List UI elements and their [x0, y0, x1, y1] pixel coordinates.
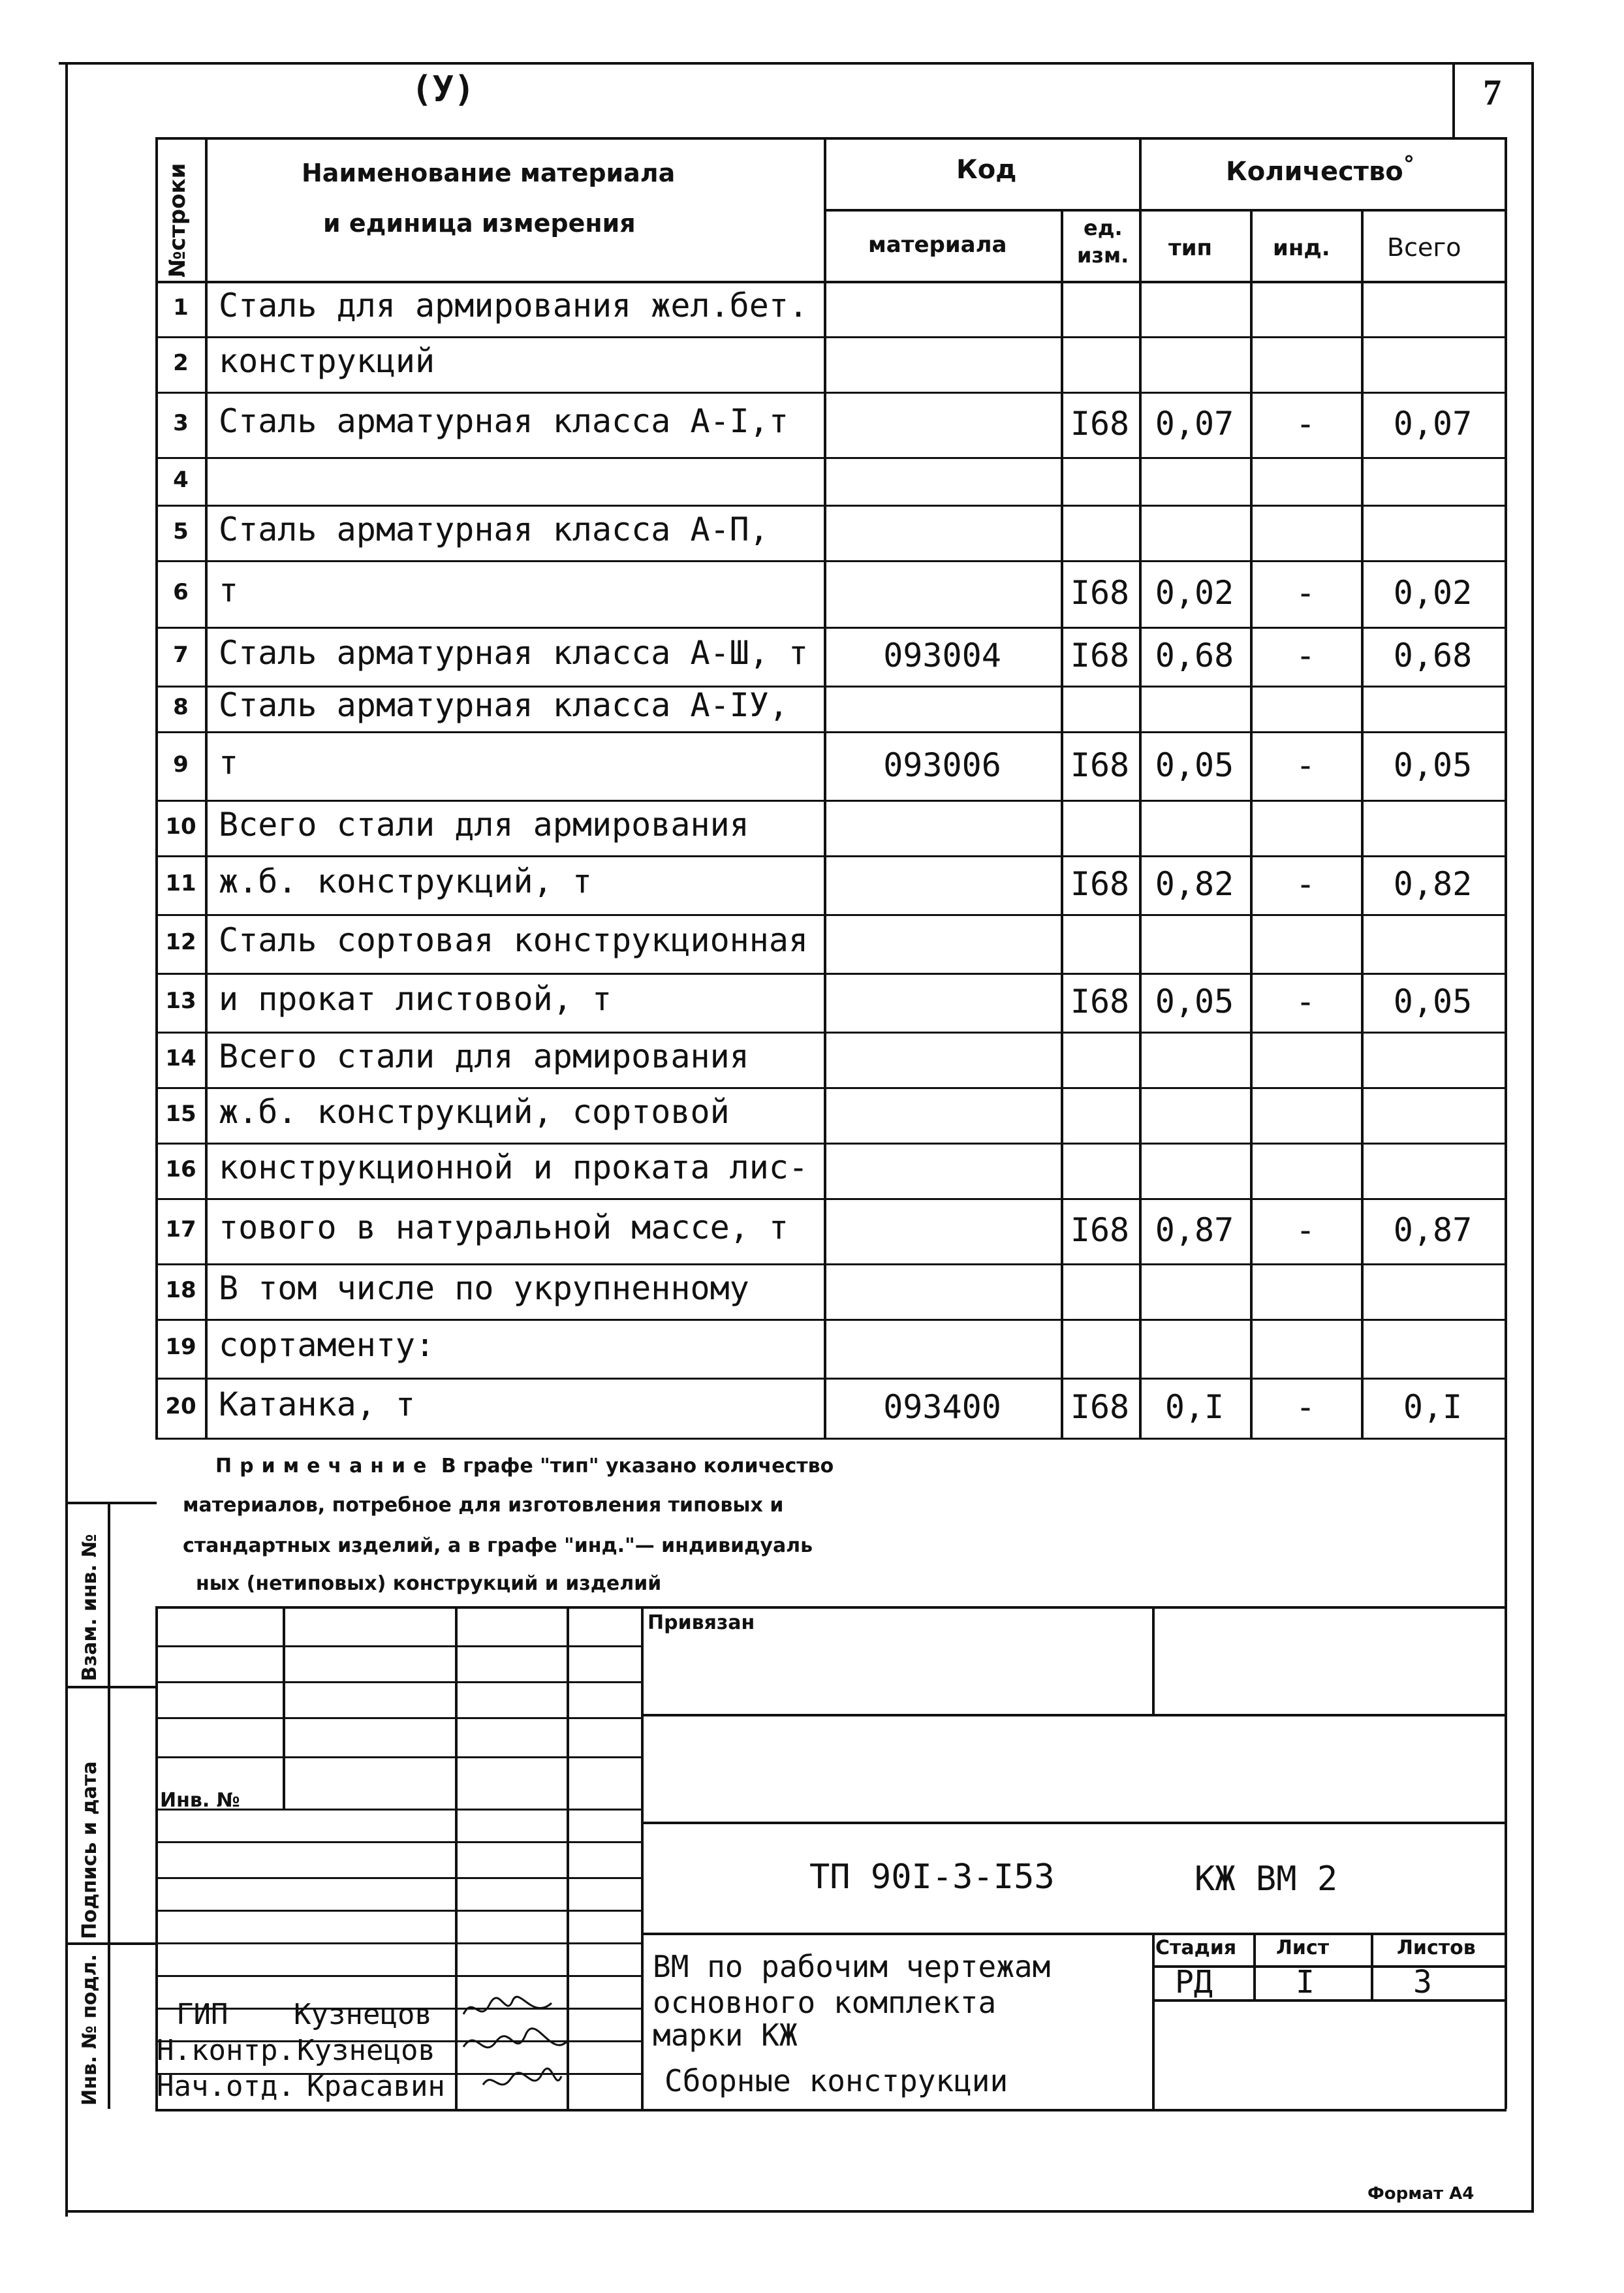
- row-ind: -: [1295, 1211, 1316, 1249]
- header-name-line2: и единица измерения: [323, 209, 636, 238]
- row-number: 10: [165, 813, 196, 840]
- header-code: Код: [956, 155, 1017, 185]
- row-total: 0,82: [1393, 865, 1473, 903]
- row-unit: I68: [1070, 1388, 1130, 1426]
- row-type: 0,02: [1155, 574, 1234, 612]
- stamp-grid-line: [155, 1942, 641, 1944]
- stamp-title-2: основного комплекта: [653, 1985, 997, 2020]
- row-number: 18: [165, 1276, 196, 1303]
- row-unit: I68: [1070, 637, 1130, 674]
- row-code: 093004: [883, 637, 1001, 674]
- stamp-person-role: Н.контр.: [157, 2034, 295, 2067]
- row-name: ж.б. конструкций, т: [219, 862, 592, 900]
- row-number: 13: [165, 988, 196, 1014]
- col-line-left: [155, 137, 158, 1438]
- header-unit-1: ед.: [1084, 215, 1123, 240]
- row-unit: I68: [1070, 746, 1130, 784]
- row-name: тового в натуральной массе, т: [219, 1209, 789, 1246]
- header-type: тип: [1168, 235, 1213, 261]
- row-type: 0,05: [1155, 746, 1234, 784]
- row-name: Сталь для армирования жел.бет.: [219, 286, 809, 324]
- table-row-line: [155, 392, 1507, 394]
- row-ind: -: [1295, 983, 1316, 1020]
- row-name: Катанка, т: [219, 1385, 416, 1423]
- col-line-rowno: [205, 137, 208, 1438]
- table-top: [155, 137, 1507, 140]
- row-code: 093006: [883, 746, 1001, 784]
- row-number: 17: [165, 1216, 196, 1242]
- side-strip-sep-3: [65, 1942, 157, 1945]
- header-row-no: №строки: [164, 163, 191, 277]
- col-line-name: [824, 137, 826, 1438]
- table-row-line: [155, 560, 1507, 562]
- row-number: 19: [165, 1334, 196, 1360]
- row-ind: -: [1295, 405, 1316, 443]
- table-row-line: [155, 1032, 1507, 1034]
- header-name-line1: Наименование материала: [302, 159, 676, 187]
- row-number: 9: [173, 751, 189, 778]
- stamp-title-1: ВМ по рабочим чертежам: [653, 1949, 1051, 1984]
- row-type: 0,05: [1155, 983, 1234, 1020]
- stamp-grid-line: [155, 1910, 641, 1912]
- row-type: 0,07: [1155, 405, 1234, 443]
- table-header-bottom: [155, 281, 1507, 283]
- table-row-line: [155, 1378, 1507, 1380]
- stamp-person-role: ГИП: [176, 1998, 228, 2031]
- row-type: 0,68: [1155, 637, 1234, 674]
- row-name: Всего стали для армирования: [219, 805, 749, 844]
- col-line-right: [1505, 137, 1507, 1607]
- row-unit: I68: [1070, 405, 1130, 443]
- stamp-grid-line: [155, 1756, 641, 1758]
- stamp-col-1: [283, 1606, 285, 1809]
- corner-mark: (У): [411, 69, 475, 110]
- row-total: 0,87: [1393, 1211, 1473, 1249]
- row-total: 0,I: [1403, 1388, 1463, 1426]
- table-header-split: [824, 209, 1507, 212]
- row-ind: -: [1295, 637, 1316, 674]
- stamp-title-3: марки КЖ: [653, 2017, 798, 2053]
- stamp-person-name: Красавин: [307, 2070, 445, 2103]
- stamp-grid-line: [155, 1877, 641, 1879]
- note-line4: ных (нетиповых) конструкций и изделий: [196, 1572, 662, 1595]
- signature-3-icon: [480, 2066, 565, 2099]
- side-strip-line: [108, 1502, 110, 2109]
- stamp-grid-line: [155, 1717, 641, 1719]
- stamp-col-5: [1152, 1606, 1155, 1714]
- row-number: 12: [165, 929, 196, 955]
- note-text-1: В графе "тип" указано количество: [441, 1455, 834, 1478]
- row-ind: -: [1295, 1388, 1316, 1426]
- header-total: Всего: [1387, 233, 1461, 262]
- table-row-line: [155, 731, 1507, 733]
- row-name: Всего стали для армирования: [219, 1037, 749, 1075]
- side-label-inv: Инв. № подл.: [78, 1953, 101, 2106]
- row-ind: -: [1295, 574, 1316, 612]
- table-row-line: [155, 1438, 1507, 1440]
- row-name: Сталь арматурная класса А-I,т: [219, 402, 789, 440]
- row-number: 20: [165, 1393, 196, 1419]
- header-ind: инд.: [1273, 235, 1330, 261]
- table-row-line: [155, 800, 1507, 802]
- row-unit: I68: [1070, 1211, 1130, 1249]
- row-name: Сталь арматурная класса А-IУ,: [219, 686, 789, 724]
- row-number: 16: [165, 1156, 196, 1182]
- table-row-line: [155, 336, 1507, 338]
- row-unit: I68: [1070, 574, 1130, 612]
- stamp-person-role: Нач.отд.: [157, 2070, 295, 2103]
- row-name: конструкций: [219, 341, 435, 380]
- row-number: 11: [165, 870, 196, 896]
- row-name: конструкционной и проката лис-: [219, 1148, 809, 1186]
- stamp-subtitle: Сборные конструкции: [664, 2063, 1008, 2098]
- row-ind: -: [1295, 865, 1316, 903]
- row-name: сортаменту:: [219, 1326, 435, 1364]
- stamp-person-name: Кузнецов: [294, 1998, 432, 2031]
- format-label: Формат А4: [1367, 2184, 1475, 2204]
- stamp-sheets: 3: [1413, 1964, 1432, 2000]
- stamp-inv-no: Инв. №: [160, 1789, 240, 1812]
- row-name: и прокат листовой, т: [219, 980, 612, 1018]
- row-unit: I68: [1070, 983, 1130, 1020]
- stamp-right: [1505, 1606, 1507, 2109]
- stamp-doc-code: ТП 90I-3-I53: [809, 1858, 1055, 1897]
- stamp-bottom: [155, 2109, 1507, 2111]
- table-row-line: [155, 1143, 1507, 1145]
- row-name: Сталь арматурная класса А-П,: [219, 510, 769, 548]
- row-number: 4: [173, 466, 189, 493]
- frame-top: [59, 62, 1534, 65]
- row-ind: -: [1295, 746, 1316, 784]
- row-total: 0,02: [1393, 574, 1473, 612]
- stamp-stage: РД: [1175, 1964, 1213, 2000]
- row-total: 0,68: [1393, 637, 1473, 674]
- table-row-line: [155, 1087, 1507, 1089]
- stamp-sheets-label: Листов: [1397, 1937, 1476, 1959]
- side-label-vzam: Взам. инв. №: [78, 1534, 101, 1681]
- stamp-person-name: Кузнецов: [297, 2034, 435, 2067]
- signature-1-icon: [460, 1991, 558, 2027]
- stamp-col-4: [641, 1606, 644, 2109]
- note-line2: материалов, потребное для изготовления типовых и: [183, 1494, 784, 1517]
- row-name: Сталь арматурная класса А-Ш, т: [219, 634, 809, 672]
- stamp-grid-line: [155, 1645, 641, 1647]
- row-number: 3: [173, 410, 189, 436]
- row-unit: I68: [1070, 865, 1130, 903]
- row-type: 0,82: [1155, 865, 1234, 903]
- stamp-sheet-label: Лист: [1276, 1937, 1330, 1959]
- note-heading: Примечание: [215, 1455, 435, 1478]
- table-row-line: [155, 855, 1507, 857]
- stamp-mid-3: [641, 1933, 1507, 1935]
- stamp-mid-1: [641, 1714, 1507, 1716]
- row-name: ж.б. конструкций, сортовой: [219, 1092, 730, 1131]
- row-number: 2: [173, 349, 189, 376]
- side-strip-sep-1: [65, 1502, 157, 1504]
- signature-2-icon: [460, 2027, 571, 2063]
- row-number: 8: [173, 694, 189, 720]
- row-name: В том числе по укрупненному: [219, 1269, 749, 1307]
- table-row-line: [155, 457, 1507, 459]
- row-number: 15: [165, 1100, 196, 1127]
- stamp-stage-col-2: [1371, 1933, 1373, 1999]
- row-type: 0,87: [1155, 1211, 1234, 1249]
- side-strip-sep-2: [65, 1686, 157, 1688]
- table-row-line: [155, 1263, 1507, 1265]
- stamp-privyazan: Привязан: [648, 1611, 755, 1634]
- stamp-grid-line: [155, 1841, 641, 1843]
- note-line3: стандартных изделий, а в графе "инд."— индивидуаль: [183, 1534, 813, 1557]
- table-row-line: [155, 1319, 1507, 1321]
- row-number: 7: [173, 642, 189, 668]
- row-number: 6: [173, 579, 189, 605]
- row-name: Сталь сортовая конструкционная: [219, 921, 809, 959]
- row-name: т: [219, 743, 239, 782]
- row-total: 0,07: [1393, 405, 1473, 443]
- stamp-grid-line: [155, 1975, 641, 1977]
- stamp-col-6: [1152, 1933, 1155, 2109]
- frame-bottom: [65, 2210, 1534, 2213]
- frame-left: [65, 62, 68, 2217]
- stamp-grid-line: [155, 1681, 641, 1683]
- header-material: материала: [868, 232, 1007, 258]
- row-total: 0,05: [1393, 983, 1473, 1020]
- table-row-line: [155, 914, 1507, 916]
- table-row-line: [155, 973, 1507, 975]
- stamp-mark: КЖ ВМ 2: [1195, 1859, 1338, 1899]
- stamp-top: [155, 1606, 1507, 1609]
- sheet-number: 7: [1483, 72, 1501, 113]
- stamp-stage-label: Стадия: [1155, 1937, 1237, 1959]
- header-qty-mark: °: [1403, 151, 1414, 178]
- stamp-sheet: I: [1296, 1964, 1315, 2000]
- stamp-mid-2: [641, 1822, 1507, 1824]
- stamp-stage-col-1: [1253, 1933, 1256, 1999]
- header-unit-2: изм.: [1077, 243, 1129, 268]
- row-type: 0,I: [1164, 1388, 1225, 1426]
- frame-right: [1531, 62, 1534, 2210]
- row-name: т: [219, 571, 239, 609]
- side-label-podpis: Подпись и дата: [78, 1761, 101, 1939]
- table-row-line: [155, 627, 1507, 629]
- row-number: 5: [173, 518, 189, 545]
- note-line1: [215, 1455, 834, 1478]
- table-row-line: [155, 505, 1507, 507]
- header-qty: Количество: [1226, 157, 1403, 187]
- row-number: 14: [165, 1045, 196, 1071]
- sheet-number-box-left: [1452, 62, 1455, 139]
- row-total: 0,05: [1393, 746, 1473, 784]
- row-number: 1: [173, 294, 189, 321]
- row-code: 093400: [883, 1388, 1001, 1426]
- table-row-line: [155, 1198, 1507, 1200]
